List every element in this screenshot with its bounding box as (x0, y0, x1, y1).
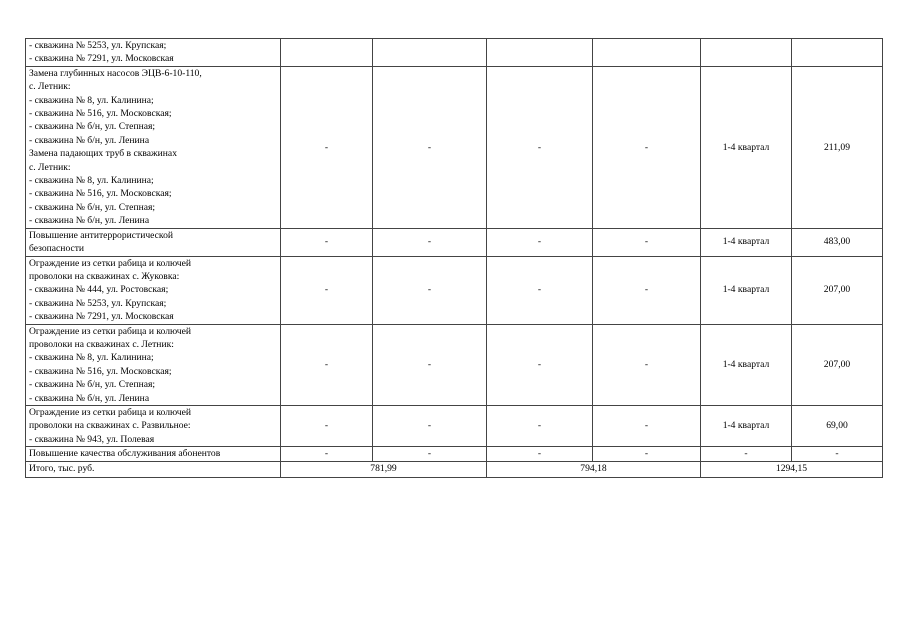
description-line: с. Летник: (29, 81, 71, 93)
value-cell: 483,00 (792, 228, 883, 256)
row-description (26, 39, 281, 67)
table-row (26, 324, 883, 405)
description-line: Повышение качества обслуживания абонентов (29, 448, 221, 460)
row-description (26, 66, 281, 228)
description-line: - скважина № б/н, ул. Степная; (29, 121, 156, 133)
value-cell: - (593, 66, 701, 228)
table-row (26, 405, 883, 446)
description-line: - скважина № 516, ул. Московская; (29, 108, 172, 120)
description-line: проволоки на скважинах с. Летник: (29, 338, 174, 350)
description-line: - скважина № б/н, ул. Ленина (29, 134, 150, 146)
value-cell: - (373, 447, 487, 461)
table-row (26, 66, 883, 228)
table-row (26, 447, 883, 461)
row-description (26, 324, 281, 405)
value-cell: - (373, 405, 487, 446)
value-cell: - (487, 447, 593, 461)
description-line: - скважина № 516, ул. Московская; (29, 365, 172, 377)
value-cell: - (281, 228, 373, 256)
description-line: - скважина № б/н, ул. Ленина (29, 215, 150, 227)
value-cell: - (281, 324, 373, 405)
description-line: - скважина № 8, ул. Калинина; (29, 352, 154, 364)
description-line: - скважина № 8, ул. Калинина; (29, 175, 154, 187)
description-line: Замена падающих труб в скважинах (29, 148, 177, 160)
value-cell: - (373, 66, 487, 228)
description-line: проволоки на скважинах с. Жуковка: (29, 270, 180, 282)
value-cell: - (373, 256, 487, 324)
description-line: Замена глубинных насосов ЭЦВ-6-10-110, (29, 67, 202, 79)
value-cell: - (281, 405, 373, 446)
row-description (26, 228, 281, 256)
description-line: с. Летник: (29, 161, 71, 173)
value-cell: - (373, 228, 487, 256)
value-cell (593, 39, 701, 67)
value-cell (487, 39, 593, 67)
value-cell (792, 39, 883, 67)
description-line: - скважина № 943, ул. Полевая (29, 433, 155, 445)
description-line: - скважина № 516, ул. Московская; (29, 188, 172, 200)
value-cell (701, 39, 792, 67)
value-cell: 207,00 (792, 324, 883, 405)
description-line: - скважина № б/н, ул. Степная; (29, 379, 156, 391)
value-cell: 1-4 квартал (701, 324, 792, 405)
value-cell: 1-4 квартал (701, 256, 792, 324)
value-cell: - (281, 447, 373, 461)
description-line: безопасности (29, 243, 85, 255)
value-cell: - (593, 405, 701, 446)
value-cell: - (487, 324, 593, 405)
value-cell: 1-4 квартал (701, 405, 792, 446)
value-cell: 69,00 (792, 405, 883, 446)
description-line: - скважина № б/н, ул. Ленина (29, 392, 150, 404)
description-line: - скважина № 8, ул. Калинина; (29, 94, 154, 106)
value-cell: - (487, 405, 593, 446)
table-body (26, 39, 883, 478)
value-cell: - (373, 324, 487, 405)
value-cell: - (281, 66, 373, 228)
value-cell: - (792, 447, 883, 461)
description-line: Ограждение из сетки рабица и колючей (29, 325, 191, 337)
row-description (26, 256, 281, 324)
description-line: проволоки на скважинах с. Развильное: (29, 420, 191, 432)
table-row (26, 39, 883, 67)
row-description (26, 405, 281, 446)
value-cell: - (593, 256, 701, 324)
description-line: - скважина № 444, ул. Ростовская; (29, 284, 169, 296)
value-cell: - (593, 447, 701, 461)
row-description (26, 447, 281, 461)
total-label: Итого, тыс. руб. (26, 461, 281, 477)
total-value-2: 794,18 (487, 461, 701, 477)
value-cell: - (701, 447, 792, 461)
description-line: - скважина № 7291, ул. Московская (29, 311, 174, 323)
description-line: Ограждение из сетки рабица и колючей (29, 257, 191, 269)
description-line: - скважина № 7291, ул. Московская (29, 53, 174, 65)
description-line: - скважина № б/н, ул. Степная; (29, 201, 156, 213)
value-cell: - (487, 66, 593, 228)
description-line: Ограждение из сетки рабица и колючей (29, 406, 191, 418)
value-cell: 1-4 квартал (701, 228, 792, 256)
description-line: Повышение антитеррористической (29, 229, 174, 241)
table-row (26, 256, 883, 324)
table-row-total (26, 461, 883, 477)
value-cell (373, 39, 487, 67)
value-cell: 1-4 квартал (701, 66, 792, 228)
total-value-1: 781,99 (281, 461, 487, 477)
value-cell: - (487, 256, 593, 324)
value-cell (281, 39, 373, 67)
value-cell: 207,00 (792, 256, 883, 324)
description-line: - скважина № 5253, ул. Крупская; (29, 297, 167, 309)
value-cell: - (487, 228, 593, 256)
table-row (26, 228, 883, 256)
investment-table (25, 38, 883, 478)
total-value-3: 1294,15 (701, 461, 883, 477)
value-cell: - (593, 228, 701, 256)
value-cell: 211,09 (792, 66, 883, 228)
value-cell: - (281, 256, 373, 324)
description-line: - скважина № 5253, ул. Крупская; (29, 40, 167, 51)
value-cell: - (593, 324, 701, 405)
